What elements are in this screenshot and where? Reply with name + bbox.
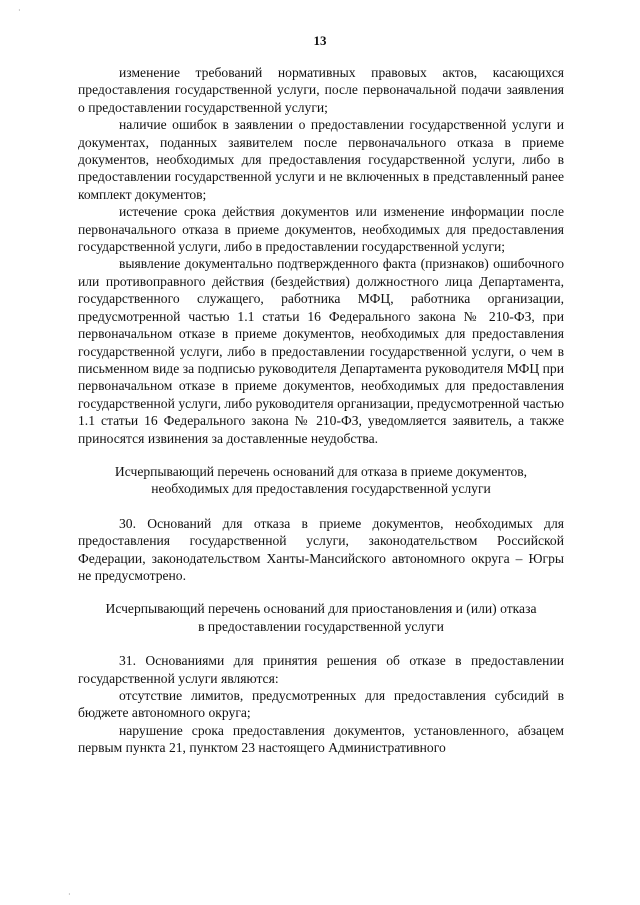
- paragraph-erroneous-action: выявление документально подтвержденного факта (признаков) ошибочного или противоправного действия (бездействия) должностного лица Департамента, государственного служащего, работника МФЦ, работника организации, предусмотренной частью 1.1 статьи 16 Федерального закона № 210-ФЗ, при первоначальном отказе в приеме документов, необходимых для предоставления государственной услуги, либо в предоставлении государственной услуги, о чем в письменном виде за подписью руководителя Департамента руководителя МФЦ при первоначальном отказе в приеме документов, необходимых для предоставления государственной услуги, либо руководителя организации, предусмотренной частью 1.1 статьи 16 Федерального закона № 210-ФЗ, уведомляется заявитель, а также приносятся извинения за доставленные неудобства.: [78, 256, 564, 446]
- heading-line: в предоставлении государственной услуги: [198, 618, 444, 634]
- heading-line: Исчерпывающий перечень оснований для приостановления и (или) отказа: [105, 601, 537, 617]
- section-heading-suspension-refusal: [78, 600, 564, 635]
- heading-line: Исчерпывающий перечень оснований для отказа в приеме документов,: [114, 463, 528, 479]
- scan-speck: ·: [18, 6, 21, 15]
- page-number: 13: [313, 33, 327, 48]
- section-heading-refusal-documents: [78, 463, 564, 498]
- paragraph-no-limits: отсутствие лимитов, предусмотренных для предоставления субсидий в бюджете автономного округа;: [78, 688, 564, 721]
- paragraph-deadline-violation: нарушение срока предоставления документов, установленного, абзацем первым пункта 21, пунктом 23 настоящего Административного: [78, 722, 564, 756]
- page-body: [78, 64, 564, 757]
- paragraph-change-requirements: изменение требований нормативных правовых актов, касающихся предоставления государственной услуги, после первоначальной подачи заявления о предоставлении государственной услуги;: [78, 65, 564, 115]
- scan-speck: ·: [68, 890, 71, 899]
- paragraph-30: 30. Оснований для отказа в приеме документов, необходимых для предоставления государственной услуги, законодательством Российской Федерации, законодательством Ханты-Мансийского автономного округа – Югры не предусмотрено.: [78, 515, 564, 583]
- paragraph-document-expiry: истечение срока действия документов или изменение информации после первоначального отказа в приеме документов, необходимых для предоставления государственной услуги, либо в предоставлении государственной услуги;: [78, 204, 564, 255]
- paragraph-31: 31. Основаниями для принятия решения об отказе в предоставлении государственной услуги являются:: [78, 653, 564, 686]
- heading-line: необходимых для предоставления государственной услуги: [151, 481, 491, 497]
- paragraph-errors-in-application: наличие ошибок в заявлении о предоставлении государственной услуги и документах, поданных заявителем после первоначального отказа в приеме документов, необходимых для предоставления государственной услуги, либо в предоставлении государственной услуги и не включенных в представленный ранее комплект документов;: [78, 117, 564, 202]
